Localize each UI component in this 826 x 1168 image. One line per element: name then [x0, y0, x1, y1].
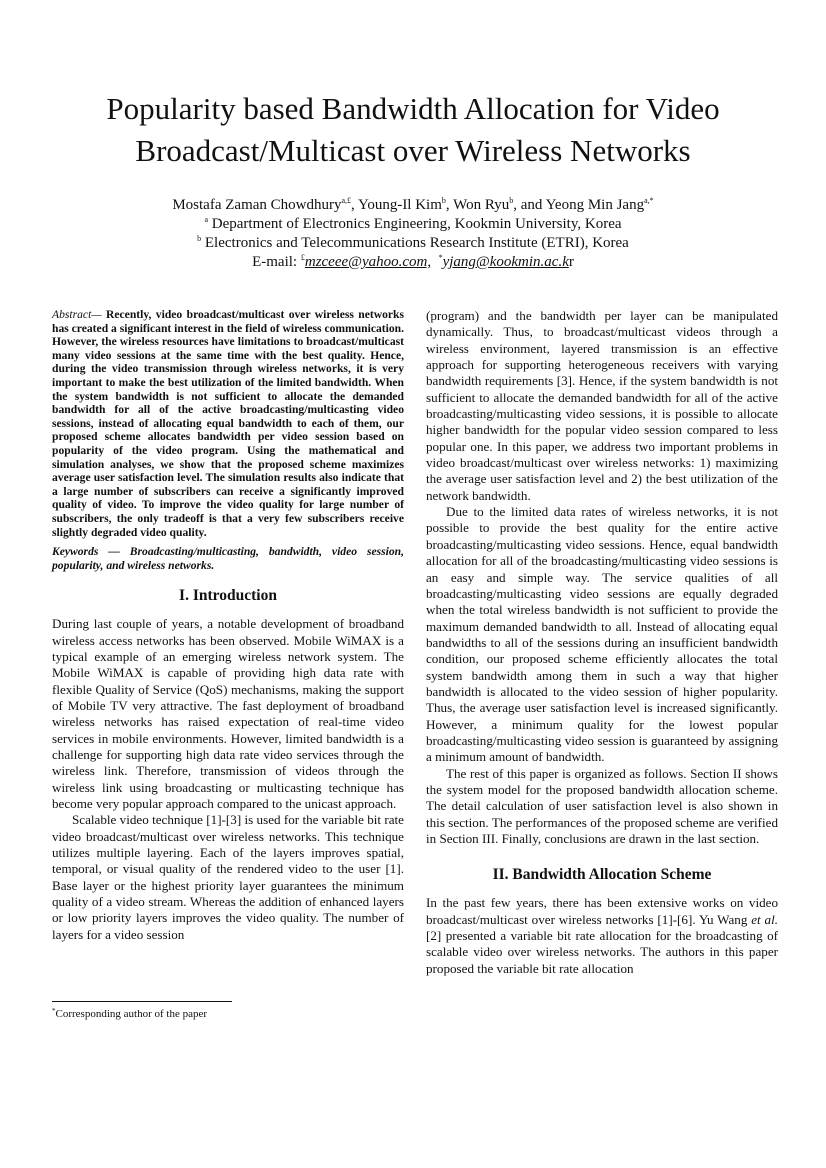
author-marker: a,* — [644, 196, 654, 205]
title-line-1: Popularity based Bandwidth Allocation for Video — [106, 91, 720, 126]
title-line-2: Broadcast/Multicast over Wireless Networks — [135, 133, 691, 168]
keywords — [52, 545, 404, 572]
author-marker: b — [509, 196, 514, 205]
affiliation-text: Department of Electronics Engineering, Kookmin University, Korea — [208, 216, 622, 232]
affiliation-text: Electronics and Telecommunications Research Institute (ETRI), Korea — [201, 235, 629, 251]
keywords-lead: Keywords — [52, 545, 99, 559]
paragraph-text: In the past few years, there has been extensive works on video broadcast/multicast over wireless networks [1]-[6]. Yu Wang — [426, 895, 778, 927]
author-block — [40, 196, 786, 272]
footnote-marker: * — [52, 1007, 56, 1015]
section-heading-introduction: I. Introduction — [179, 587, 277, 605]
affiliation-a — [40, 215, 786, 234]
abstract-text: Recently, video broadcast/multicast over wireless networks has created a significant interest in the field of wireless communication. However, the wireless resources have limitations to broadcast/multicast many video sessions at the same time with the best quality. Hence, during the video transmission through wireless networks, it is very important to make the best utilization of the limited bandwidth. When the system bandwidth is not sufficient to allocate the demanded bandwidth for all of the active broadcasting/multicasting video sessions, instead of allocating equal bandwidth to each of them, our proposed scheme allocates bandwidth per video session based on popularity of the video program. Using the mathematical and simulation analyses, we show that the proposed scheme maximizes average user satisfaction level. The simulation results also indicate that a large number of subscribers can receive a significantly improved quality of video. To improve the video quality for large number of subscribers, the only tradeoff is that a very few subscribers receive slightly degraded video quality. — [52, 308, 404, 539]
author-name: Mostafa Zaman Chowdhury — [172, 197, 342, 213]
email-tail: r — [568, 254, 574, 270]
left-column — [52, 308, 404, 943]
et-al: et al. — [751, 911, 779, 927]
paragraph-text: [2] presented a variable bit rate allocation for the broadcasting of scalable video over wireless networks. The authors in this paper proposed the variable bit rate allocation — [426, 928, 778, 976]
keywords-text: — Broadcasting/multicasting, bandwidth, video session, popularity, and wireless networks. — [52, 545, 404, 572]
email-label: E-mail: — [252, 254, 301, 270]
affiliation-b — [40, 234, 786, 253]
author-marker: b — [441, 196, 446, 205]
author-name: , Won Ryu — [445, 197, 510, 213]
paragraph: During last couple of years, a notable development of broadband wireless access networks has been observed. Mobile WiMAX is a typical example of an emerging wireless network system. The Mobile WiMAX is capable of providing high data rate with flexible Quality of Service (QoS) mechanisms, making the support of Mobile TV very attractive. The fast deployment of broadband wireless networks has raised expectation of real-time video services in mobile environments. However, limited bandwidth is a challenge for supporting high data rate video services through the wireless link. Therefore, transmission of videos through the wireless link using broadcasting or multicasting technique has become very popular approach compared to the unicast approach. — [52, 616, 404, 812]
paragraph — [426, 895, 778, 977]
abstract — [52, 308, 404, 539]
section-heading-bandwidth-allocation: II. Bandwidth Allocation Scheme — [492, 866, 712, 884]
footnote — [52, 1004, 207, 1021]
paragraph: The rest of this paper is organized as follows. Section II shows the system model for the proposed bandwidth allocation scheme. The detail calculation of user satisfaction level is also shown in this section. The performances of the proposed scheme are verified in Section III. Finally, conclusions are drawn in the last section. — [426, 765, 778, 846]
email-marker: * — [438, 253, 443, 262]
email-link-1[interactable]: mzceee@yahoo.com, — [304, 254, 432, 270]
affiliation-marker: a — [204, 215, 209, 224]
footnote-divider — [52, 1001, 232, 1002]
author-list — [40, 196, 786, 215]
author-name: , and Yeong Min Jang — [513, 197, 645, 213]
email-link-2[interactable]: yjang@kookmin.ac.k — [442, 254, 569, 270]
email-line — [40, 253, 786, 272]
paper-title — [40, 88, 786, 172]
author-name: , Young-Il Kim — [351, 197, 442, 213]
author-marker: a,£ — [341, 196, 352, 205]
abstract-lead: Abstract— — [52, 308, 102, 321]
paragraph: Due to the limited data rates of wireless networks, it is not possible to provide the best quality for the entire active broadcasting/multicasting video sessions. Hence, equal bandwidth allocation for all of the broadcasting/multicasting video sessions is an easy and simple way. The service qualities of all broadcasting/multicasting video sessions are equally degraded when the total wireless bandwidth is not sufficient to provide the maximum demanded bandwidth to all. Instead of allocating equal bandwidths to all of the sessions during an insufficient bandwidth condition, our proposed scheme efficiently allocates the total system bandwidth among them in such a way that higher bandwidth is allocated to the video session of higher popularity. Thus, the average user satisfaction level is increased significantly. However, a minimum quality for the lowest popular broadcasting/multicasting video session is guaranteed by assigning a minimum amount of bandwidth. — [426, 504, 778, 765]
footnote-text: Corresponding author of the paper — [55, 1008, 208, 1020]
right-column — [426, 308, 778, 977]
affiliation-marker: b — [197, 234, 202, 243]
paragraph: (program) and the bandwidth per layer can be manipulated dynamically. Thus, to broadcast/multicast videos through a wireless environment, layered transmission is an effective approach for supporting heterogeneous receivers with varying bandwidth requirements [3]. Hence, if the system bandwidth is not sufficient to allocate the demanded bandwidth for all of the active broadcasting/multicasting video sessions, it is possible to allocate higher bandwidth for the popular video session compared to less popular one. In this paper, we address two important problems in video broadcast/multicast over wireless networks: 1) maximizing the average user satisfaction level and 2) the best utilization of the network bandwidth. — [426, 308, 778, 503]
email-marker: £ — [300, 253, 305, 262]
paragraph: Scalable video technique [1]-[3] is used for the variable bit rate video broadcast/multicast over wireless networks. This technique utilizes multiple layering. Each of the layers improves spatial, temporal, or visual quality of the rendered video to the user [1]. Base layer or the highest priority layer guarantees the minimum quality of a video stream. Whereas the addition of enhanced layers or low priority layers improves the video quality. The number of layers for a video session — [52, 812, 404, 942]
